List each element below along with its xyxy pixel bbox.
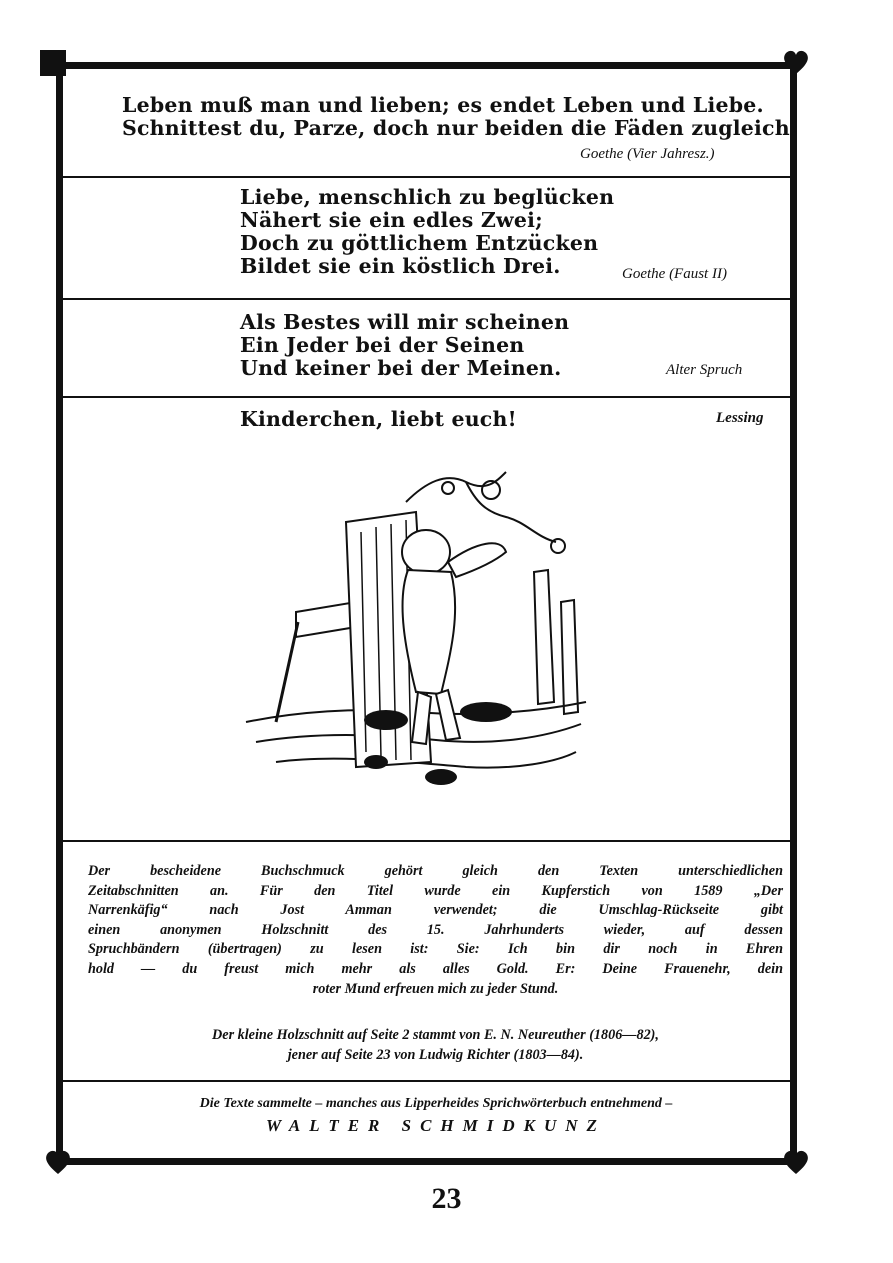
woodcut-cherub-illustration — [236, 462, 596, 807]
quote-4 — [240, 408, 517, 431]
quote-line: Bildet sie ein köstlich Drei. — [240, 254, 561, 278]
quote-line: Nähert sie ein edles Zwei; — [240, 208, 543, 232]
heart-ornament-icon — [38, 48, 70, 80]
note-line: Narrenkäfig“ nach Jost Amman verwendet; die Umschlag-Rückseite gibt — [88, 902, 783, 919]
note-line: Der kleine Holzschnitt auf Seite 2 stammt von E. N. Neureuther (1806—82), — [212, 1027, 659, 1043]
quote-attribution: Goethe (Faust II) — [622, 266, 727, 282]
heart-ornament-icon — [780, 1146, 812, 1178]
section-divider — [63, 396, 790, 398]
note-line: Spruchbändern (übertragen) zu lesen ist: Sie: Ich bin dir noch in Ehren — [88, 941, 783, 958]
note-line: hold — du freust mich mehr als alles Gold. Er: Deine Frauenehr, dein — [88, 960, 783, 977]
note-line: einen anonymen Holzschnitt des 15. Jahrhunderts wieder, auf dessen — [88, 921, 783, 938]
quote-line: Doch zu göttlichem Entzücken — [240, 231, 599, 255]
quote-1 — [122, 94, 799, 140]
note-line: Der bescheidene Buchschmuck gehört gleich den Texten unterschiedlichen — [88, 863, 783, 879]
quote-line: Als Bestes will mir scheinen — [240, 310, 570, 334]
colophon-note — [88, 862, 783, 999]
frame-left-rule — [56, 62, 63, 1165]
section-divider — [63, 840, 790, 842]
heart-ornament-icon — [42, 1146, 74, 1178]
quote-line: Kinderchen, liebt euch! — [240, 407, 517, 431]
note-line: jener auf Seite 23 von Ludwig Richter (1803—84). — [287, 1046, 584, 1063]
frame-top-rule — [56, 62, 797, 69]
quote-line: Und keiner bei der Meinen. — [240, 356, 562, 380]
note-line: roter Mund erfreuen mich zu jeder Stund. — [312, 980, 559, 997]
illustration-credit-note — [88, 1026, 783, 1065]
frame-bottom-rule — [56, 1158, 797, 1165]
editor-name: WALTER SCHMIDKUNZ — [266, 1116, 606, 1135]
quote-line: Ein Jeder bei der Seinen — [240, 333, 525, 357]
quote-attribution: Alter Spruch — [666, 362, 743, 378]
frame-right-rule — [790, 62, 797, 1165]
quote-line: Leben muß man und lieben; es endet Leben und Liebe. — [122, 93, 764, 117]
quote-line: Liebe, menschlich zu beglücken — [240, 185, 615, 209]
heart-ornament-icon — [780, 46, 812, 78]
quote-line: Schnittest du, Parze, doch nur beiden die Fäden zugleich! — [122, 116, 800, 140]
section-divider — [63, 1080, 790, 1082]
page-number: 23 — [431, 1182, 462, 1215]
editor-credit: Die Texte sammelte – manches aus Lipperheides Sprichwörterbuch entnehmend – — [199, 1096, 673, 1111]
note-line: Zeitabschnitten an. Für den Titel wurde ein Kupferstich von 1589 „Der — [88, 882, 783, 899]
quote-3 — [240, 311, 569, 380]
quote-2 — [240, 186, 614, 278]
quote-attribution: Goethe (Vier Jahresz.) — [580, 146, 715, 162]
section-divider — [63, 298, 790, 300]
section-divider — [63, 176, 790, 178]
quote-attribution: Lessing — [716, 410, 764, 426]
